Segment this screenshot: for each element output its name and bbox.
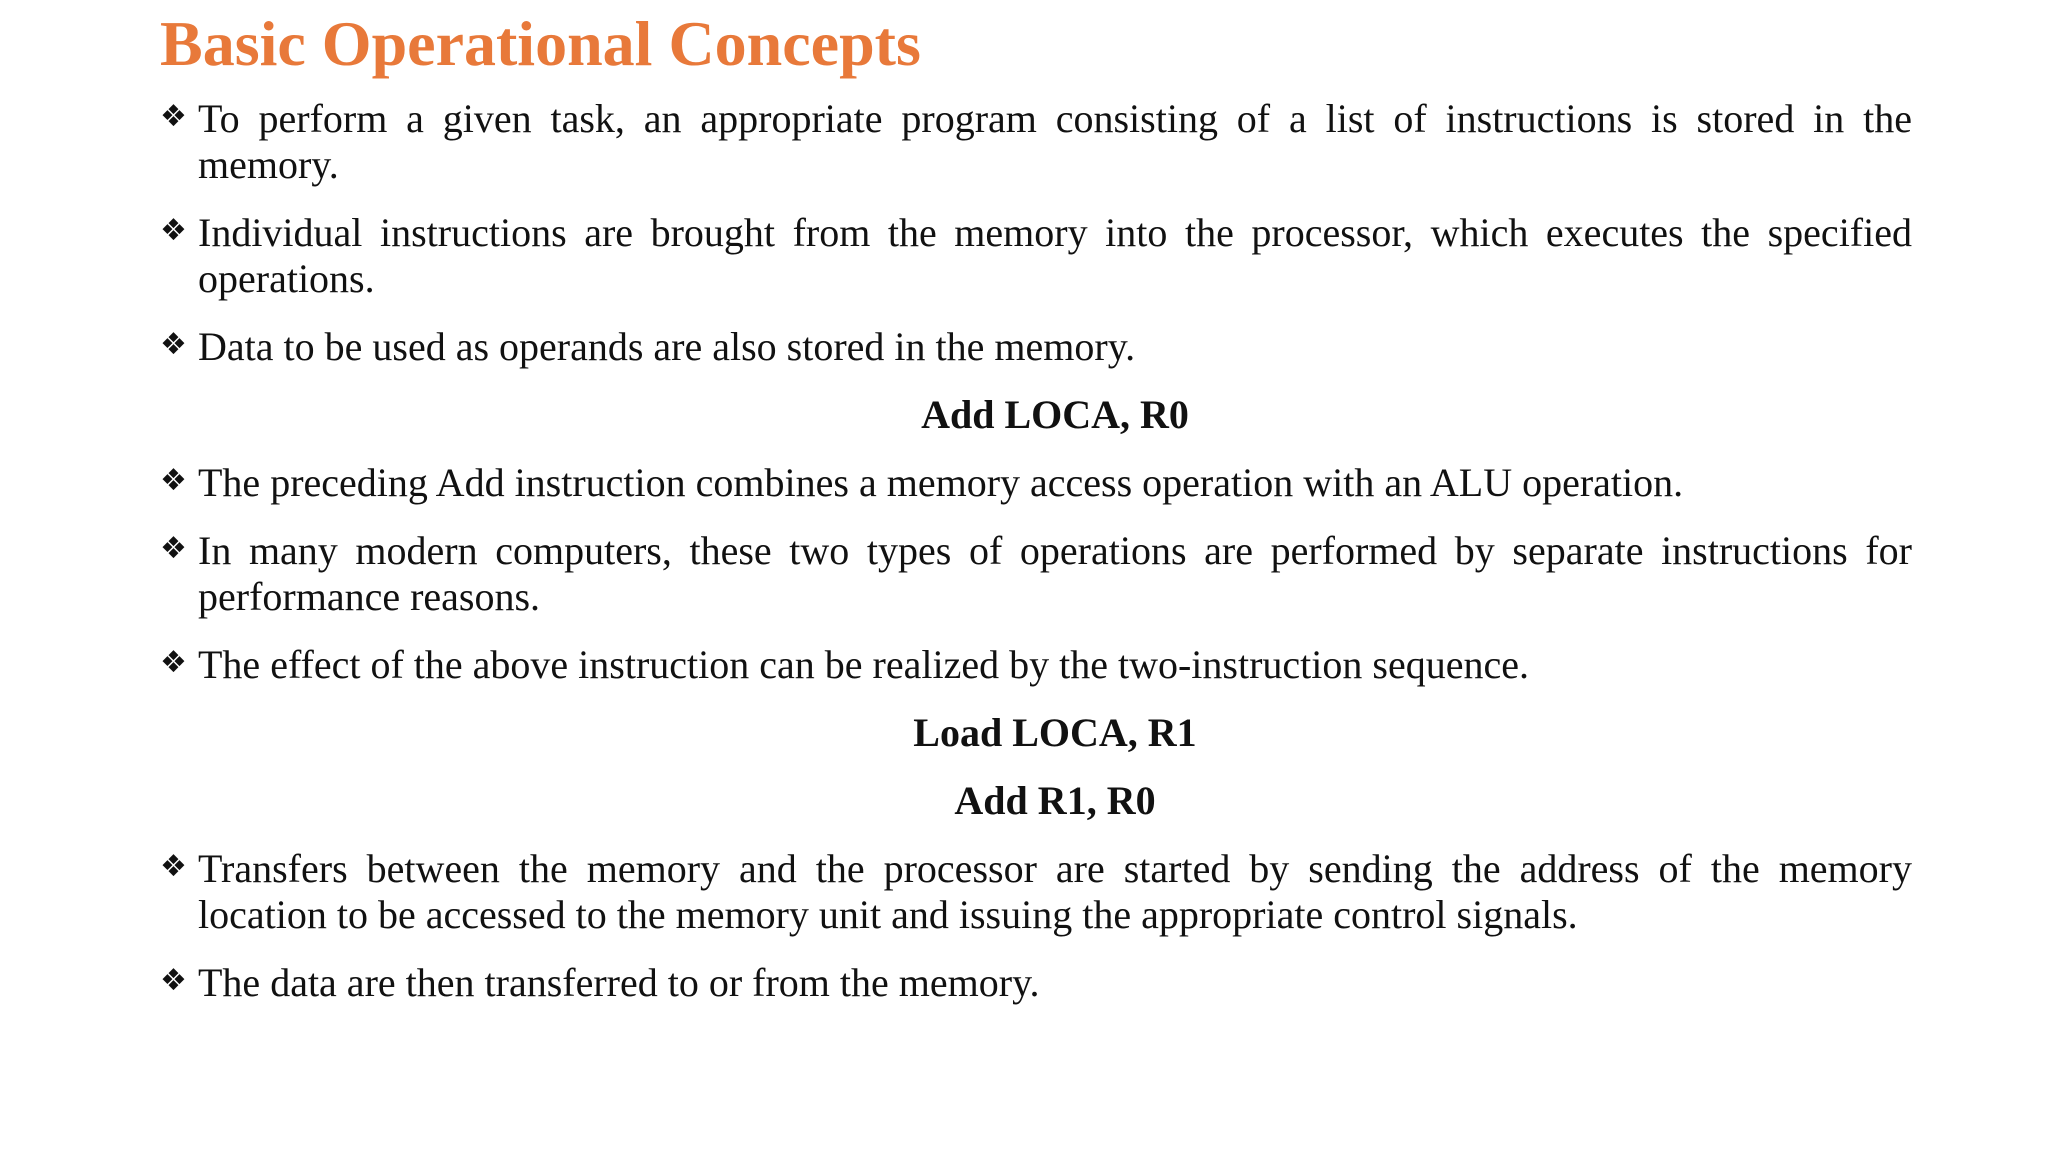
bullet-item bbox=[160, 460, 1912, 506]
bullet-item bbox=[160, 324, 1912, 370]
instruction-load-loca-r1: Load LOCA, R1 bbox=[913, 710, 1197, 755]
bullet-item bbox=[160, 846, 1912, 938]
instruction-add-loca-r0: Add LOCA, R0 bbox=[921, 392, 1189, 437]
instruction-add-r1-r0: Add R1, R0 bbox=[954, 778, 1156, 823]
bullet-item bbox=[160, 528, 1912, 620]
four-diamond-bullet-icon: ❖ bbox=[160, 963, 187, 998]
bullet-item bbox=[160, 642, 1912, 688]
bullet-text: The data are then transferred to or from the memory. bbox=[198, 960, 1040, 1005]
bullet-text: Individual instructions are brought from the memory into the processor, which executes the specified operations. bbox=[198, 210, 1912, 301]
bullet-text: Transfers between the memory and the processor are started by sending the address of the memory location to be accessed to the memory unit and issuing the appropriate control signals. bbox=[198, 846, 1912, 937]
bullet-item bbox=[160, 96, 1912, 188]
four-diamond-bullet-icon: ❖ bbox=[160, 531, 187, 566]
four-diamond-bullet-icon: ❖ bbox=[160, 99, 187, 134]
bullet-text: In many modern computers, these two types of operations are performed by separate instructions for performance reasons. bbox=[198, 528, 1912, 619]
bullet-text: The effect of the above instruction can be realized by the two-instruction sequence. bbox=[198, 642, 1529, 687]
slide-title: Basic Operational Concepts bbox=[160, 8, 921, 79]
bullet-text: Data to be used as operands are also stored in the memory. bbox=[198, 324, 1136, 369]
bullet-item bbox=[160, 960, 1912, 1006]
slide-content bbox=[160, 96, 1912, 1028]
four-diamond-bullet-icon: ❖ bbox=[160, 213, 187, 248]
four-diamond-bullet-icon: ❖ bbox=[160, 463, 187, 498]
bullet-item bbox=[160, 210, 1912, 302]
bullet-text: The preceding Add instruction combines a memory access operation with an ALU operation. bbox=[198, 460, 1684, 505]
four-diamond-bullet-icon: ❖ bbox=[160, 849, 187, 884]
four-diamond-bullet-icon: ❖ bbox=[160, 645, 187, 680]
bullet-text: To perform a given task, an appropriate program consisting of a list of instructions is stored in the memory. bbox=[198, 96, 1912, 187]
four-diamond-bullet-icon: ❖ bbox=[160, 327, 187, 362]
